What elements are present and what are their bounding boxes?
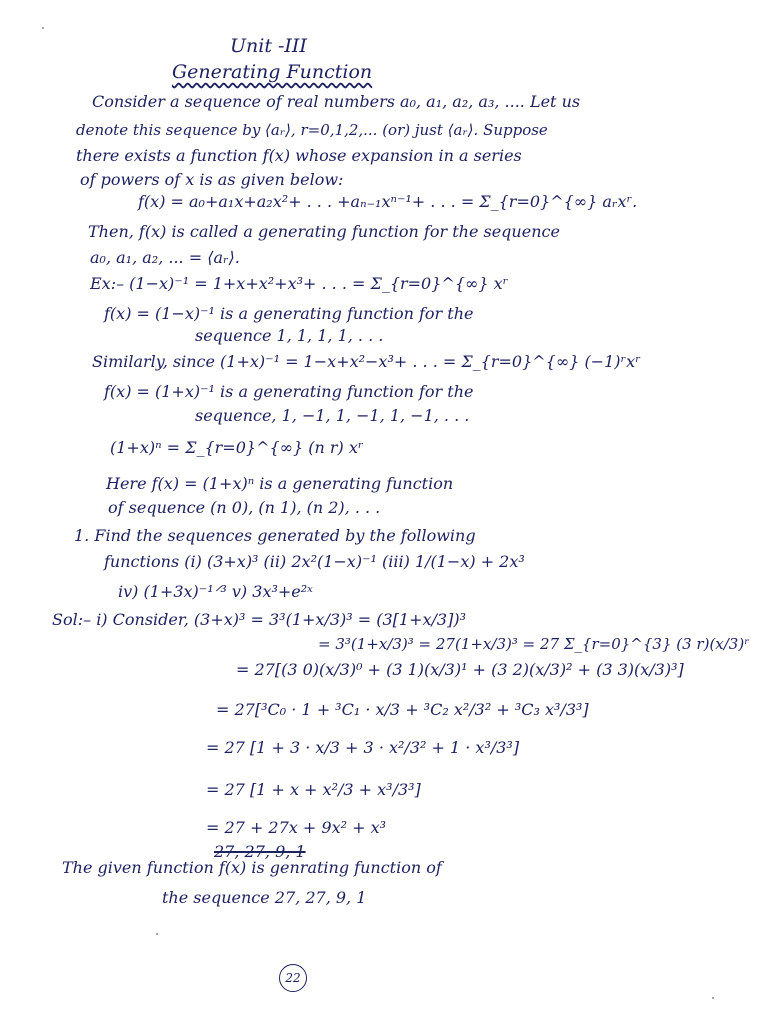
exercise-line: functions (i) (3+x)³ (ii) 2x²(1−x)⁻¹ (iii) 1/(1−x) + 2x³ [104,552,525,571]
text-line: Here f(x) = (1+x)ⁿ is a generating function [106,474,454,493]
example-line: Ex:– (1−x)⁻¹ = 1+x+x²+x³+ . . . = Σ_{r=0}^{∞} xʳ [90,274,509,293]
struck-out-text: 27, 27, 9, 1 [214,842,306,861]
text-line: f(x) = (1+x)⁻¹ is a generating function for the [104,382,474,401]
scan-speck [712,997,714,999]
text-line: sequence 1, 1, 1, 1, . . . [195,326,384,345]
exercise-line: 1. Find the sequences generated by the following [74,526,476,545]
conclusion-line: the sequence 27, 27, 9, 1 [162,888,367,907]
solution-line: Sol:– i) Consider, (3+x)³ = 3³(1+x/3)³ = (3[1+x/3])³ [52,610,466,629]
formula-line: (1+x)ⁿ = Σ_{r=0}^{∞} (n r) xʳ [110,438,364,457]
text-line: f(x) = (1−x)⁻¹ is a generating function for the [104,304,474,323]
solution-line: = 3³(1+x/3)³ = 27(1+x/3)³ = 27 Σ_{r=0}^{3} (3 r)(x/3)ʳ [318,635,750,653]
text-line: Then, f(x) is called a generating function for the sequence [88,222,560,241]
solution-line: = 27 [1 + x + x²/3 + x³/3³] [206,780,421,799]
solution-line: = 27 + 27x + 9x² + x³ [206,818,387,837]
page-number: 22 [279,964,307,992]
text-line: denote this sequence by ⟨aᵣ⟩, r=0,1,2,... (or) just ⟨aᵣ⟩. Suppose [76,121,548,139]
text-line: Similarly, since (1+x)⁻¹ = 1−x+x²−x³+ . . . = Σ_{r=0}^{∞} (−1)ʳxʳ [92,352,641,371]
exercise-line: iv) (1+3x)⁻¹ᐟ³ v) 3x³+e²ˣ [118,582,313,601]
solution-line: = 27 [1 + 3 · x/3 + 3 · x²/3² + 1 · x³/3³] [206,738,520,757]
solution-line: = 27[³C₀ · 1 + ³C₁ · x/3 + ³C₂ x²/3² + ³C₃ x³/3³] [216,700,589,719]
formula-line: f(x) = a₀+a₁x+a₂x²+ . . . +aₙ₋₁xⁿ⁻¹+ . . . = Σ_{r=0}^{∞} aᵣxʳ. [138,192,638,211]
scan-speck [156,933,158,935]
page-heading: Generating Function [172,61,373,83]
solution-line: = 27[(3 0)(x/3)⁰ + (3 1)(x/3)¹ + (3 2)(x/3)² + (3 3)(x/3)³] [236,660,684,679]
text-line: Consider a sequence of real numbers a₀, a₁, a₂, a₃, .... Let us [92,92,581,111]
conclusion-line: The given function f(x) is genrating function of [62,858,442,877]
text-line: sequence, 1, −1, 1, −1, 1, −1, . . . [195,406,470,425]
scan-speck [42,27,44,29]
text-line: of sequence (n 0), (n 1), (n 2), . . . [108,498,381,517]
text-line: there exists a function f(x) whose expansion in a series [76,146,522,165]
text-line: of powers of x is as given below: [80,170,344,189]
unit-title: Unit -III [230,35,307,57]
text-line: a₀, a₁, a₂, ... = ⟨aᵣ⟩. [90,248,240,267]
